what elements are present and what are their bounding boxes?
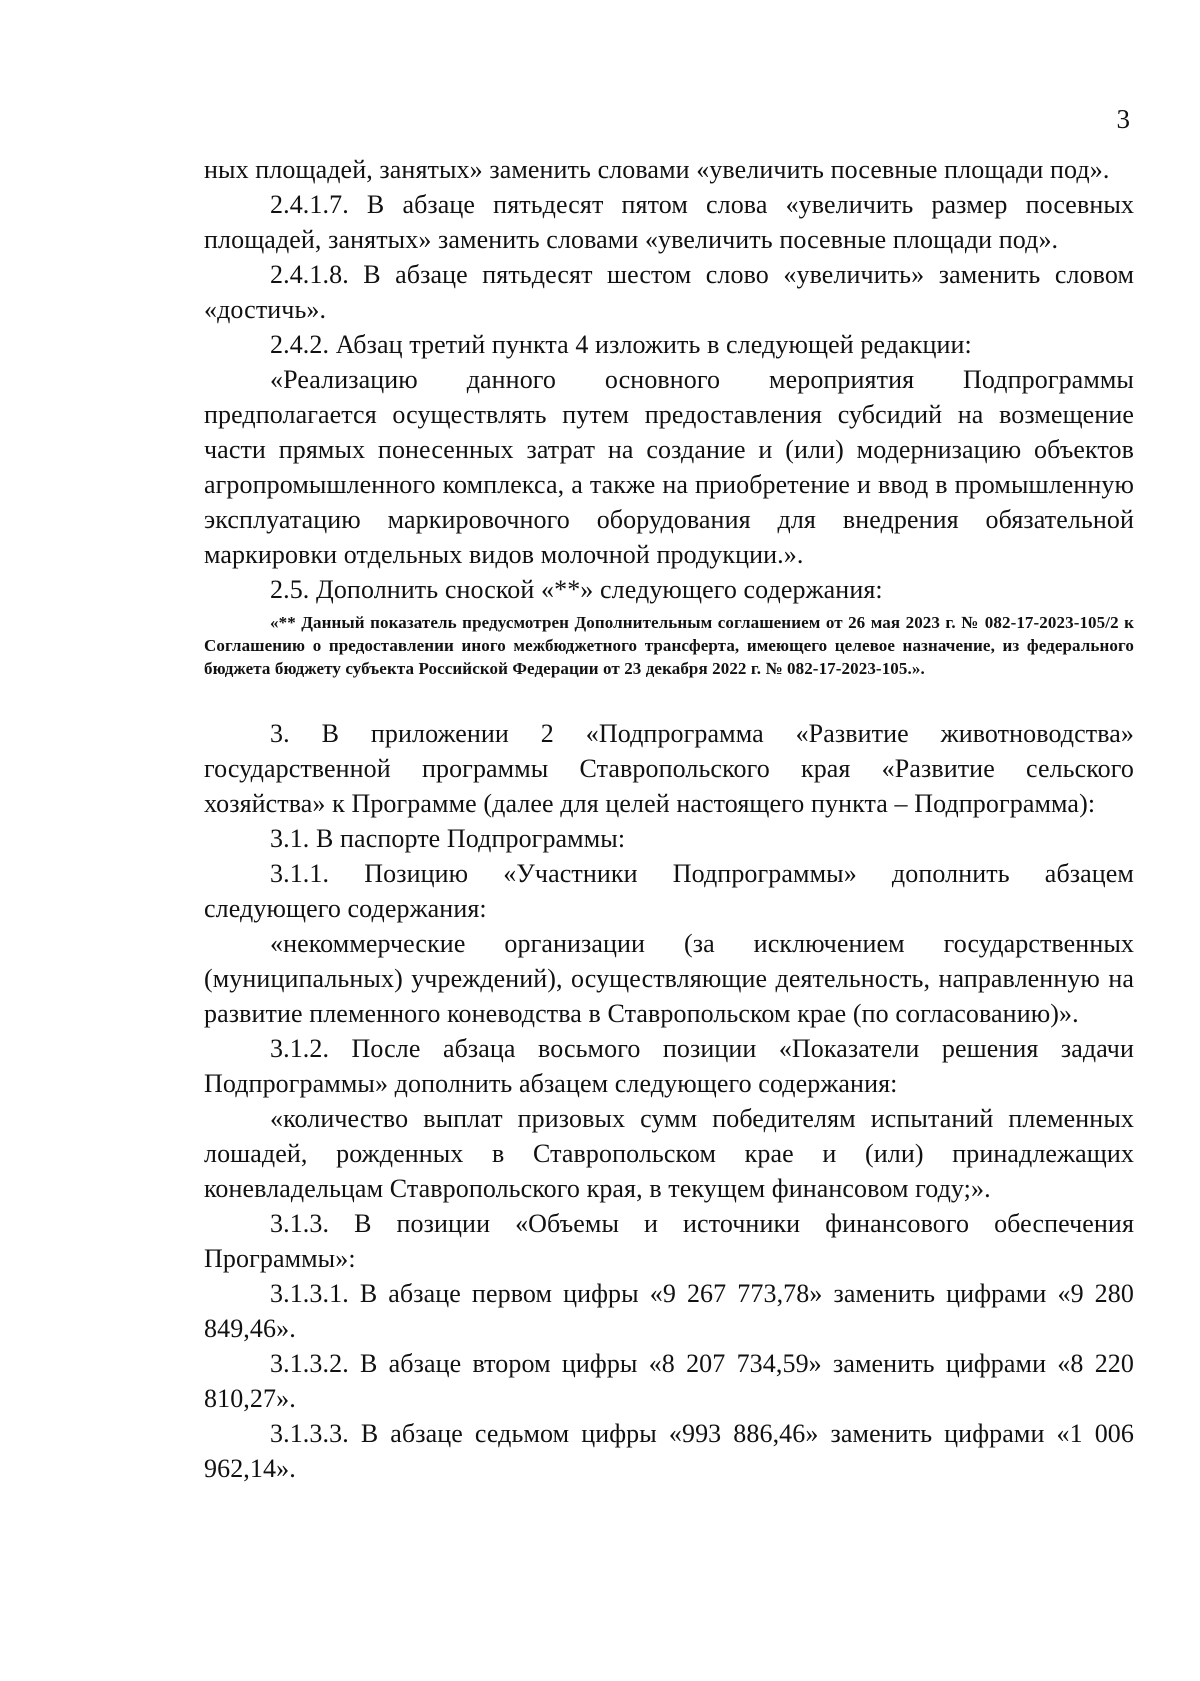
document-body xyxy=(204,152,1134,1486)
paragraph-2-5: 2.5. Дополнить сноской «**» следующего содержания: xyxy=(270,575,883,604)
paragraph-continuation: ных площадей, занятых» заменить словами «увеличить посевные площади под». xyxy=(204,155,1110,184)
page-number: 3 xyxy=(1116,104,1130,134)
paragraph-3-1-3-2: 3.1.3.2. В абзаце втором цифры «8 207 734,59» заменить цифрами «8 220 810,27». xyxy=(204,1349,1134,1413)
paragraph-2-4-1-8: 2.4.1.8. В абзаце пятьдесят шестом слово «увеличить» заменить словом «достичь». xyxy=(204,260,1134,324)
paragraph-3-1-3: 3.1.3. В позиции «Объемы и источники финансового обеспечения Программы»: xyxy=(204,1209,1134,1273)
paragraph-2-4-2: 2.4.2. Абзац третий пункта 4 изложить в следующей редакции: xyxy=(270,330,972,359)
paragraph-quoted-indicator: «количество выплат призовых сумм победителям испытаний племенных лошадей, рожденных в Ставропольском крае и (или) принадлежащих коневладельцам Ставропольского края, в текущем финансовом году;». xyxy=(204,1104,1134,1203)
section-spacer xyxy=(204,680,1134,716)
amendments-section-2 xyxy=(204,152,1134,607)
amendments-section-3 xyxy=(204,716,1134,1486)
paragraph-3-1-1: 3.1.1. Позицию «Участники Подпрограммы» дополнить абзацем следующего содержания: xyxy=(204,859,1134,923)
paragraph-3: 3. В приложении 2 «Подпрограмма «Развитие животноводства» государственной программы Ставропольского края «Развитие сельского хозяйства» к Программе (далее для целей настоящего пункта – Подпрограмма): xyxy=(204,719,1134,818)
footnote-text: «** Данный показатель предусмотрен Дополнительным соглашением от 26 мая 2023 г. № 082-17-2023-105/2 к Соглашению о предоставлении иного межбюджетного трансферта, имеющего целевое назначение, из федерального бюджета бюджету субъекта Российской Федерации от 23 декабря 2022 г. № 082-17-2023-105.». xyxy=(204,613,1134,678)
paragraph-3-1-3-3: 3.1.3.3. В абзаце седьмом цифры «993 886,46» заменить цифрами «1 006 962,14». xyxy=(204,1419,1134,1483)
paragraph-3-1-3-1: 3.1.3.1. В абзаце первом цифры «9 267 773,78» заменить цифрами «9 280 849,46». xyxy=(204,1279,1134,1343)
paragraph-quoted-text: «Реализацию данного основного мероприятия Подпрограммы предполагается осуществлять путем предоставления субсидий на возмещение части прямых понесенных затрат на создание и (или) модернизацию объектов агропромышленного комплекса, а также на приобретение и ввод в промышленную эксплуатацию маркировочного оборудования для внедрения обязательной маркировки отдельных видов молочной продукции.». xyxy=(204,365,1134,569)
paragraph-2-4-1-7: 2.4.1.7. В абзаце пятьдесят пятом слова «увеличить размер посевных площадей, занятых» заменить словами «увеличить посевные площади под». xyxy=(204,190,1134,254)
paragraph-3-1-2: 3.1.2. После абзаца восьмого позиции «Показатели решения задачи Подпрограммы» дополнить абзацем следующего содержания: xyxy=(204,1034,1134,1098)
paragraph-3-1: 3.1. В паспорте Подпрограммы: xyxy=(270,824,626,853)
paragraph-quoted-participants: «некоммерческие организации (за исключением государственных (муниципальных) учреждений), осуществляющие деятельность, направленную на развитие племенного коневодства в Ставропольском крае (по согласованию)». xyxy=(204,929,1134,1028)
